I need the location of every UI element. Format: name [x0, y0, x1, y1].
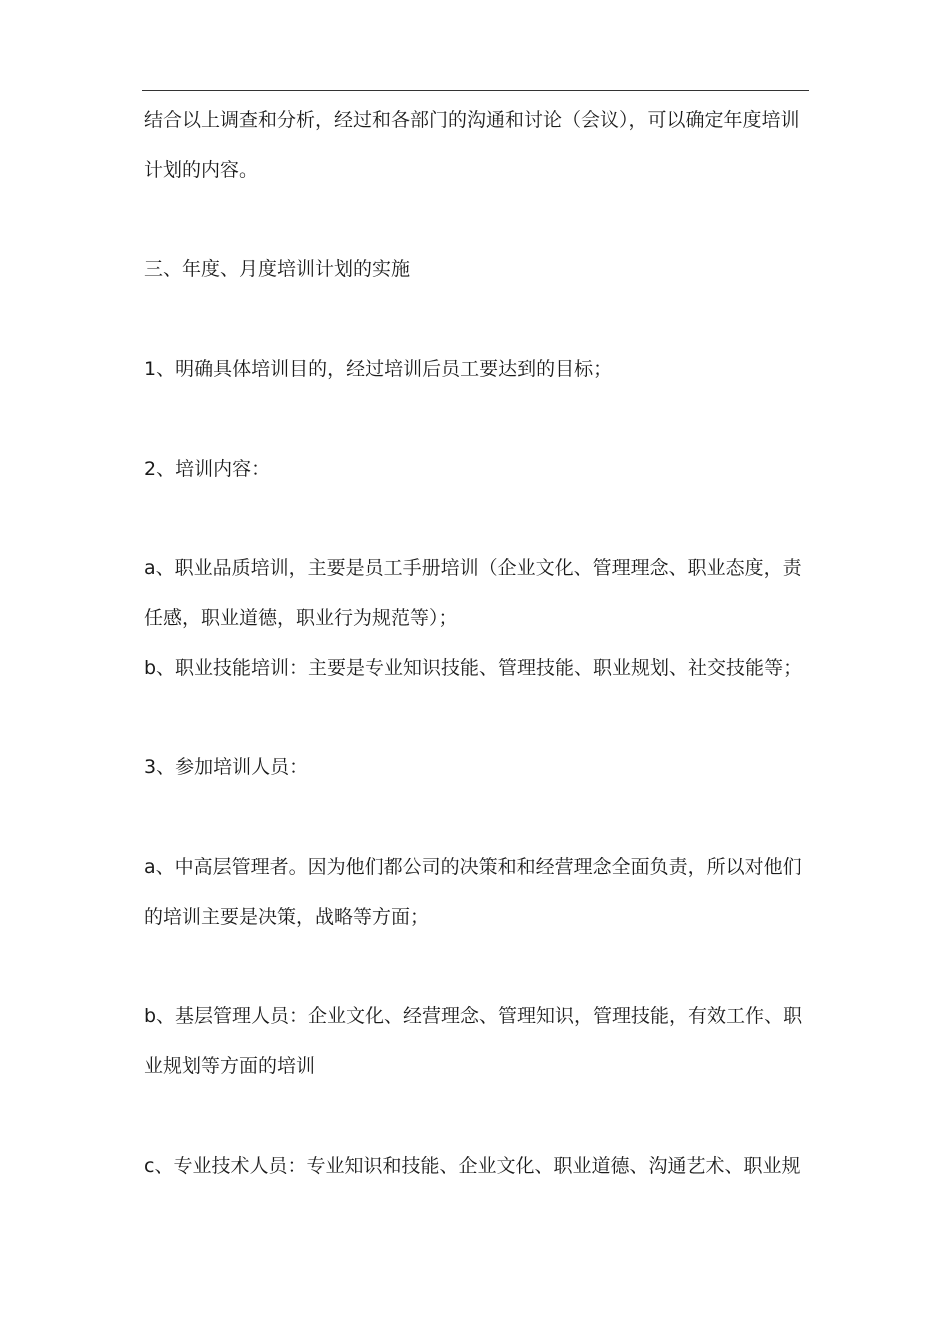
section-heading: 三、年度、月度培训计划的实施 [144, 258, 411, 280]
sub-list-item-continued: 任感，职业道德，职业行为规范等）； [144, 607, 458, 629]
list-item: 1、明确具体培训目的，经过培训后员工要达到的目标； [144, 358, 613, 380]
sub-list-item: b、基层管理人员：企业文化、经营理念、管理知识，管理技能，有效工作、职 [144, 1005, 803, 1027]
sub-list-item: a、中高层管理者。因为他们都公司的决策和和经营理念全面负责，所以对他们 [144, 856, 802, 878]
list-item: 3、参加培训人员： [144, 756, 309, 778]
sub-list-item: b、职业技能培训：主要是专业知识技能、管理技能、职业规划、社交技能等； [144, 657, 803, 679]
paragraph-line: 计划的内容。 [144, 159, 259, 181]
sub-list-item-continued: 的培训主要是决策，战略等方面； [144, 906, 430, 928]
header-rule [142, 90, 809, 91]
paragraph-line: 结合以上调查和分析，经过和各部门的沟通和讨论（会议），可以确定年度培训 [144, 109, 800, 131]
sub-list-item-continued: 业规划等方面的培训 [144, 1055, 316, 1077]
list-item: 2、培训内容： [144, 458, 271, 480]
sub-list-item: c、专业技术人员：专业知识和技能、企业文化、职业道德、沟通艺术、职业规 [144, 1155, 801, 1177]
sub-list-item: a、职业品质培训，主要是员工手册培训（企业文化、管理理念、职业态度，责 [144, 557, 802, 579]
